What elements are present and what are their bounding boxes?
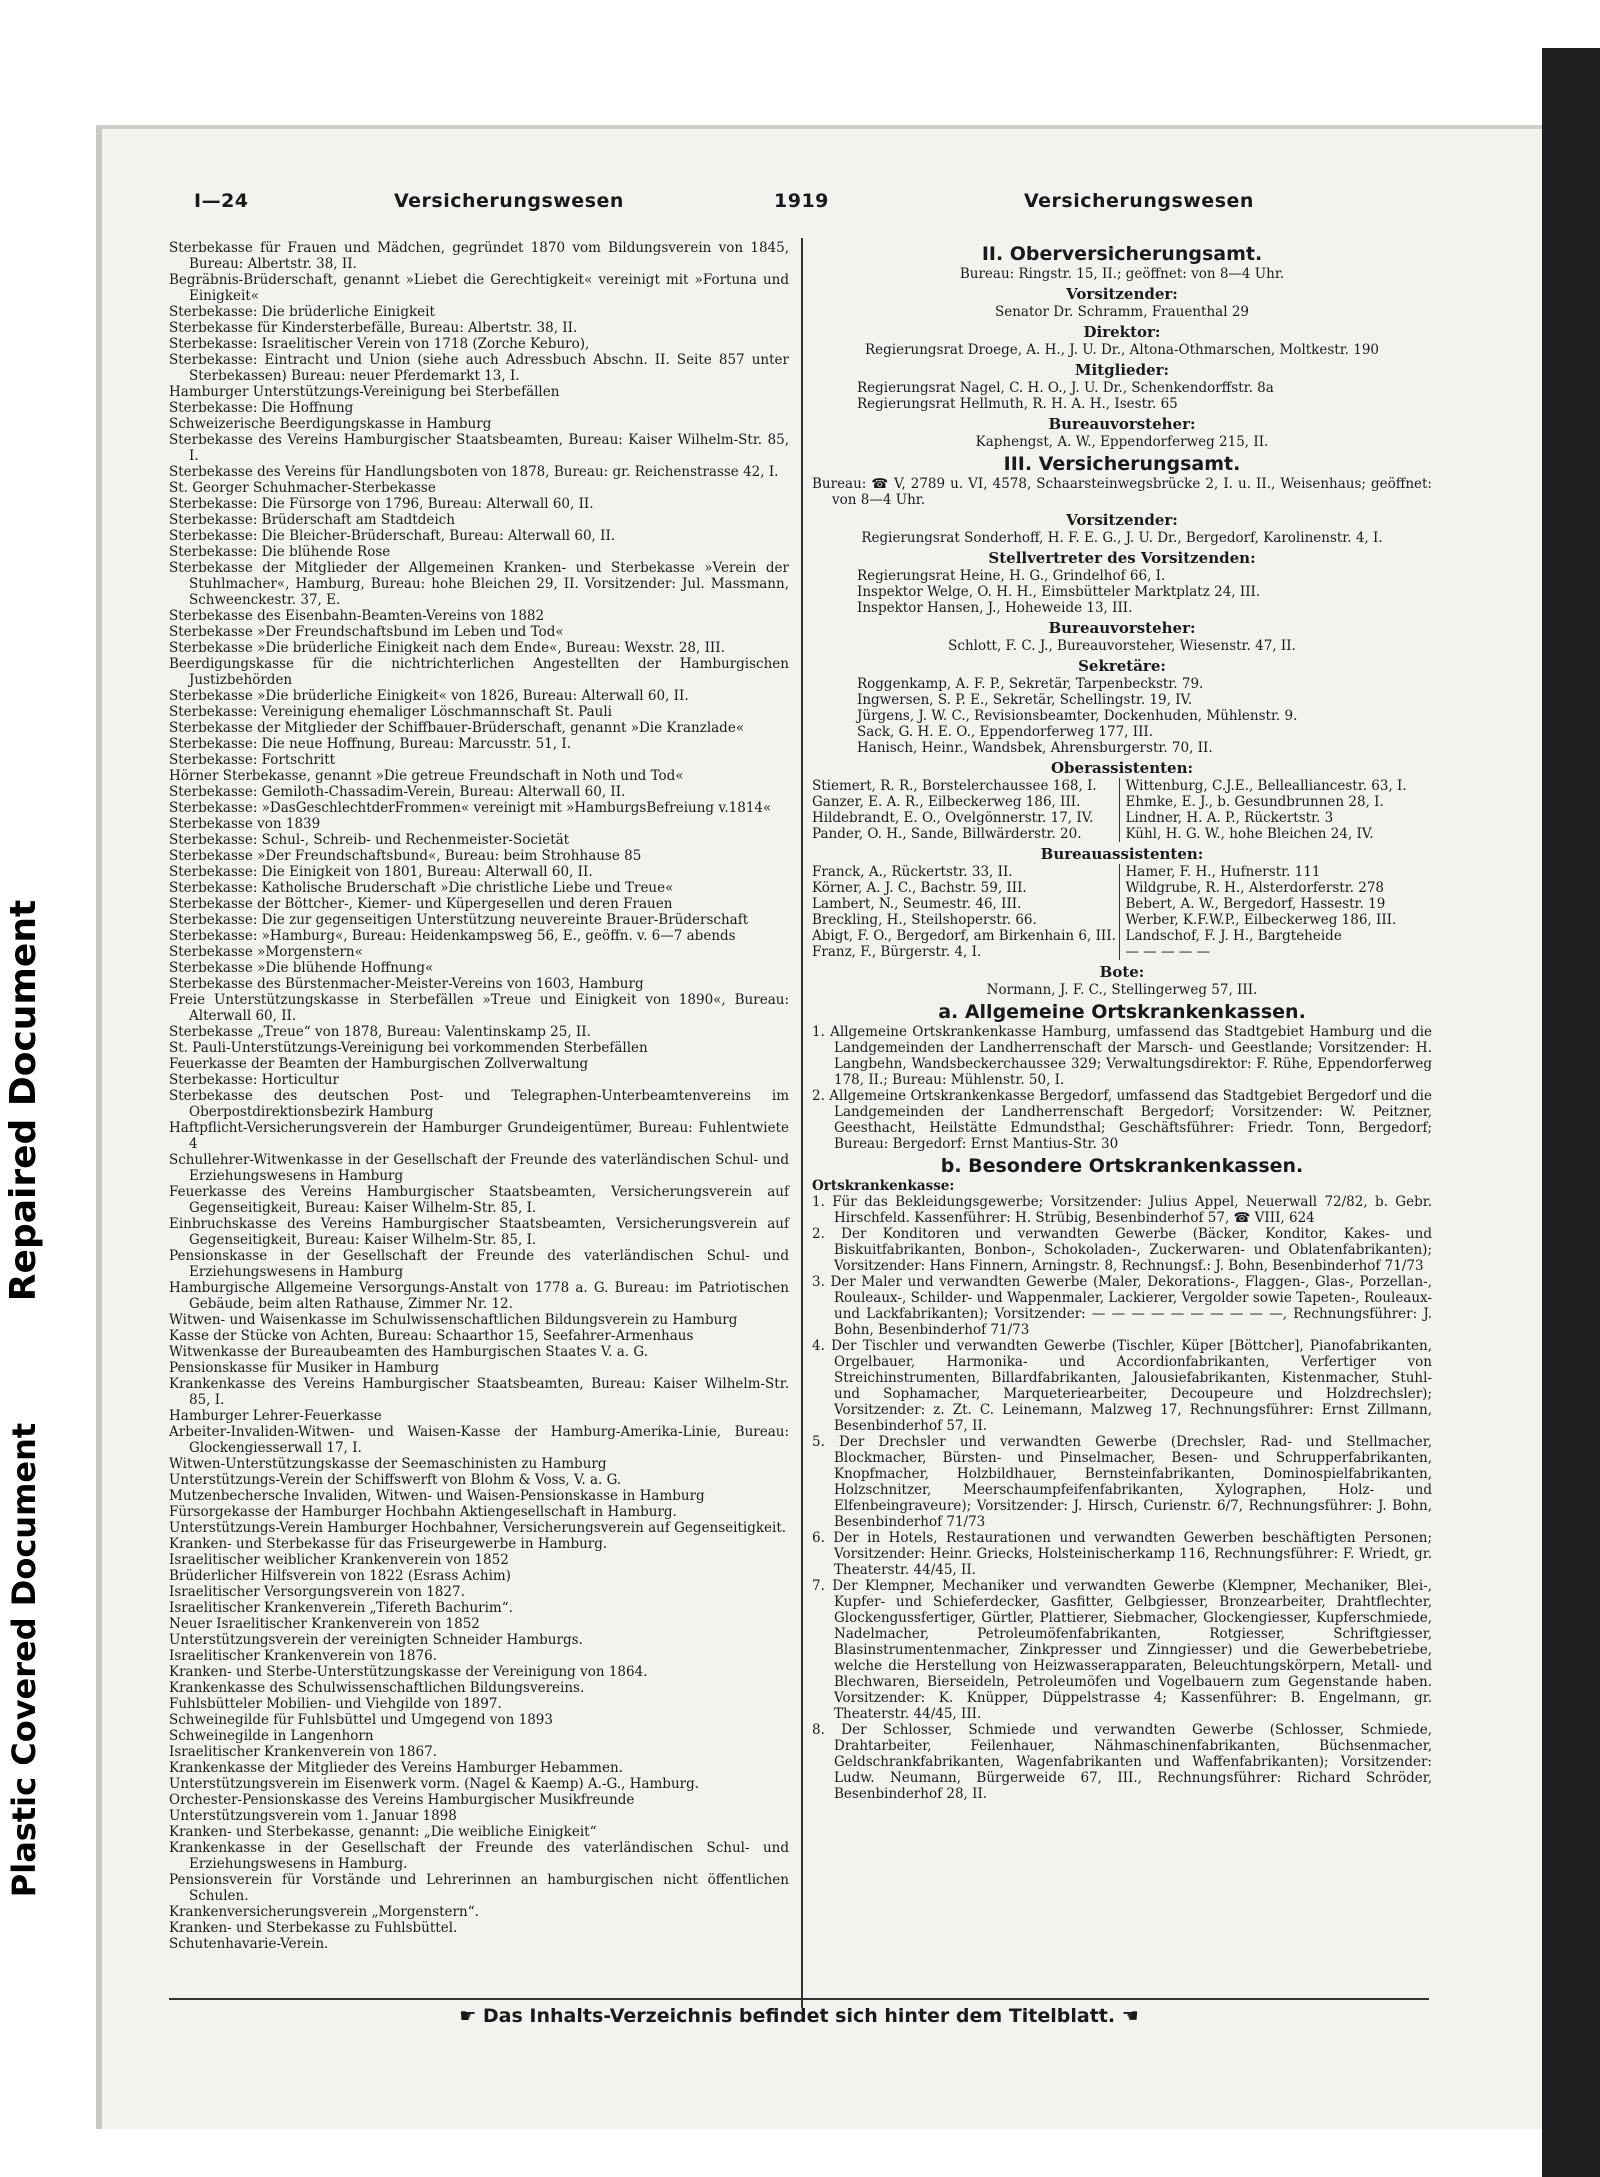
left-entry: Kasse der Stücke von Achten, Bureau: Schaarthor 15, Seefahrer-Armenhaus bbox=[169, 1328, 694, 1344]
va-vorsitzender-heading: Vorsitzender: bbox=[1066, 511, 1178, 529]
besondere-item: 3. Der Maler und verwandten Gewerbe (Maler, Dekorations-, Flaggen-, Glas-, Porzellan-, Rouleaux-, Schilder- und Wappenmaler, Lackierer, Vergolder sowie Tapeten-, Rouleaux- und Lackfabrikanten); Vorsitzender: — — — — — — — — — —, Rechnungsführer: J. Bohn, Besenbinderhof 71/73 bbox=[812, 1274, 1432, 1338]
left-entry: Sterbekasse des Vereins Hamburgischer Staatsbeamten, Bureau: Kaiser Wilhelm-Str. 85, I. bbox=[169, 432, 789, 464]
va-bureauassistent: Hamer, F. H., Hufnerstr. 111 bbox=[1125, 864, 1321, 880]
footer-text: Das Inhalts-Verzeichnis befindet sich hinter dem Titelblatt. bbox=[482, 2005, 1116, 2027]
va-stellvertreter: Inspektor Welge, O. H. H., Eimsbütteler Marktplatz 24, III. bbox=[857, 584, 1261, 600]
left-entry: Pensionskasse in der Gesellschaft der Freunde des vaterländischen Schul- und Erziehungswesens in Hamburg bbox=[169, 1248, 789, 1280]
left-entry: Sterbekasse: Eintracht und Union (siehe auch Adressbuch Abschn. II. Seite 857 unter Sterbekassen) Bureau: neuer Pferdemarkt 13, I. bbox=[169, 352, 789, 384]
left-entry: Unterstützungsverein der vereinigten Schneider Hamburgs. bbox=[169, 1632, 583, 1648]
ova-vorsitzender: Senator Dr. Schramm, Frauenthal 29 bbox=[994, 304, 1250, 320]
va-sekretaer: Jürgens, J. W. C., Revisionsbeamter, Dockenhuden, Mühlenstr. 9. bbox=[857, 708, 1298, 724]
left-entry: Schweinegilde für Fuhlsbüttel und Umgegend von 1893 bbox=[169, 1712, 553, 1728]
va-bureauassistent: Bebert, A. W., Bergedorf, Hassestr. 19 bbox=[1125, 896, 1386, 912]
scan-edge-strip bbox=[1542, 48, 1600, 2177]
pointing-hand-left-icon: ☛ bbox=[459, 2005, 483, 2027]
left-entry: Sterbekasse: Die Fürsorge von 1796, Bureau: Alterwall 60, II. bbox=[169, 496, 594, 512]
right-column bbox=[812, 240, 1432, 1802]
va-oberassistent: Hildebrandt, E. O., Ovelgönnerstr. 17, IV. bbox=[812, 810, 1094, 826]
left-entry: Israelitischer Krankenverein von 1867. bbox=[169, 1744, 437, 1760]
left-entry: Pensionsverein für Vorstände und Lehrerinnen an hamburgischen nicht öffentlichen Schulen. bbox=[169, 1872, 789, 1904]
left-entry: Unterstützungs-Verein der Schiffswerft von Blohm & Voss, V. a. G. bbox=[169, 1472, 622, 1488]
left-entry: Sterbekasse: »Hamburg«, Bureau: Heidenkampsweg 56, E., geöffn. v. 6—7 abends bbox=[169, 928, 736, 944]
left-entry: St. Georger Schuhmacher-Sterbekasse bbox=[169, 480, 436, 496]
left-entry: Sterbekasse: Schul-, Schreib- und Rechenmeister-Societät bbox=[169, 832, 570, 848]
left-entry: Hörner Sterbekasse, genannt »Die getreue Freundschaft in Noth und Tod« bbox=[169, 768, 684, 784]
va-bureauassistenten-right bbox=[1119, 864, 1433, 960]
side-labels bbox=[0, 840, 48, 1940]
left-entry: Sterbekasse: Die zur gegenseitigen Unterstützung neuvereinte Brauer-Brüderschaft bbox=[169, 912, 749, 928]
left-entry: Unterstützungs-Verein Hamburger Hochbahner, Versicherungsverein auf Gegenseitigkeit. bbox=[169, 1520, 787, 1536]
left-entry: Israelitischer Krankenverein von 1876. bbox=[169, 1648, 437, 1664]
left-entry: Schutenhavarie-Verein. bbox=[169, 1936, 329, 1952]
va-bureauvorsteher-heading: Bureauvorsteher: bbox=[1048, 619, 1196, 637]
left-entry: Sterbekasse der Mitglieder der Schiffbauer-Brüderschaft, genannt »Die Kranzlade« bbox=[169, 720, 745, 736]
left-entry: Schweizerische Beerdigungskasse in Hamburg bbox=[169, 416, 492, 432]
left-entry: Sterbekasse »Die blühende Hoffnung« bbox=[169, 960, 434, 976]
va-oberassistenten-table bbox=[812, 778, 1432, 842]
right-running-title: Versicherungswesen bbox=[1024, 190, 1254, 212]
va-oberassistent: Wittenburg, C.J.E., Bellealliancestr. 63, I. bbox=[1125, 778, 1407, 794]
ova-bureauvorsteher-heading: Bureauvorsteher: bbox=[1048, 415, 1196, 433]
ova-vorsitzender-heading: Vorsitzender: bbox=[1066, 285, 1178, 303]
left-entry: Kranken- und Sterbekasse zu Fuhlsbüttel. bbox=[169, 1920, 458, 1936]
va-sekretaer: Sack, G. H. E. O., Eppendorferweg 177, III. bbox=[857, 724, 1154, 740]
va-bureauassistent: Werber, K.F.W.P., Eilbeckerweg 186, III. bbox=[1125, 912, 1397, 928]
left-entry: Kranken- und Sterbe-Unterstützungskasse der Vereinigung von 1864. bbox=[169, 1664, 648, 1680]
va-bureauassistenten-left bbox=[812, 864, 1119, 960]
running-head bbox=[194, 190, 1424, 220]
va-bureauvorsteher: Schlott, F. C. J., Bureauvorsteher, Wiesenstr. 47, II. bbox=[948, 638, 1296, 654]
left-entry: Sterbekasse: Israelitischer Verein von 1718 (Zorche Keburo), bbox=[169, 336, 590, 352]
left-entry: Feuerkasse des Vereins Hamburgischer Staatsbeamten, Versicherungsverein auf Gegenseitigkeit, Bureau: Kaiser Wilhelm-Str. 85, I. bbox=[169, 1184, 789, 1216]
left-entry: Sterbekasse: Katholische Bruderschaft »Die christliche Liebe und Treue« bbox=[169, 880, 674, 896]
left-entry: Sterbekasse der Böttcher-, Kiemer- und Küpergesellen und deren Frauen bbox=[169, 896, 673, 912]
left-entry: Sterbekasse von 1839 bbox=[169, 816, 321, 832]
va-bureauassistent: Lambert, N., Seumestr. 46, III. bbox=[812, 896, 1022, 912]
ova-direktor-heading: Direktor: bbox=[1083, 323, 1161, 341]
left-entry: Krankenkasse des Schulwissenschaftlichen Bildungsvereins. bbox=[169, 1680, 585, 1696]
besondere-item: 7. Der Klempner, Mechaniker und verwandten Gewerbe (Klempner, Mechaniker, Blei-, Kupfer- und Schieferdecker, Gasfitter, Gelbgiesser, Bronzearbeiter, Drahtflechter, Glockengussfertiger, Gürtler, Plattierer, Siebmacher, Glockengiesser, Kupferschmiede, Nadelmacher, Petroleumöfenfabrikanten, Rotgiesser, Schriftgiesser, Blasinstrumentenmacher, Zinkpresser und Zinngiesser) und die Gewerbebetriebe, welche die Herstellung von Heizwasserapparaten, Beleuchtungskörpern, Metall- und Blechwaren, Bierseideln, Petroleumöfen und Vogelbauern zum Gegenstande haben. Vorsitzender: K. Knüpper, Düppelstrasse 4; Kassenführer: B. Engelmann, gr. Theaterstr. 44/45, III. bbox=[812, 1578, 1432, 1722]
va-bureauassistenten-table bbox=[812, 864, 1432, 960]
left-entry: Einbruchskasse des Vereins Hamburgischer Staatsbeamten, Versicherungsverein auf Gegenseitigkeit, Bureau: Kaiser Wilhelm-Str. 85, I. bbox=[169, 1216, 789, 1248]
left-entry: Sterbekasse: Brüderschaft am Stadtdeich bbox=[169, 512, 455, 528]
page-number: I—24 bbox=[194, 190, 249, 212]
ova-mitglieder-heading: Mitglieder: bbox=[1074, 361, 1170, 379]
va-stellvertreter: Regierungsrat Heine, H. G., Grindelhof 66, I. bbox=[857, 568, 1166, 584]
allgemeine-ortskrankenkassen-title: a. Allgemeine Ortskrankenkassen. bbox=[938, 1001, 1306, 1023]
left-entry: Brüderlicher Hilfsverein von 1822 (Esrass Achim) bbox=[169, 1568, 511, 1584]
left-column bbox=[169, 240, 789, 1952]
left-entry: Beerdigungskasse für die nichtrichterlichen Angestellten der Hamburgischen Justizbehörden bbox=[169, 656, 789, 688]
left-entry: Sterbekasse »Der Freundschaftsbund«, Bureau: beim Strohhause 85 bbox=[169, 848, 642, 864]
left-entry: Arbeiter-Invaliden-Witwen- und Waisen-Kasse der Hamburg-Amerika-Linie, Bureau: Glockengiesserwall 17, I. bbox=[169, 1424, 789, 1456]
left-entry: Sterbekasse: Vereinigung ehemaliger Löschmannschaft St. Pauli bbox=[169, 704, 613, 720]
left-entry: Hamburgische Allgemeine Versorgungs-Anstalt von 1778 a. G. Bureau: im Patriotischen Gebäude, beim alten Rathause, Zimmer Nr. 12. bbox=[169, 1280, 789, 1312]
va-bureauassistent: — — — — — bbox=[1125, 944, 1211, 960]
besondere-item: 6. Der in Hotels, Restaurationen und verwandten Gewerben beschäftigten Personen; Vorsitzender: Heinr. Griecks, Holsteinischerkamp 116, Rechnungsführer: F. Wriedt, gr. Theaterstr. 44/45, II. bbox=[812, 1530, 1432, 1578]
left-entry: Witwen-Unterstützungskasse der Seemaschinisten zu Hamburg bbox=[169, 1456, 607, 1472]
va-sekretaer: Ingwersen, S. P. E., Sekretär, Schellingstr. 19, IV. bbox=[857, 692, 1193, 708]
left-entry: Sterbekasse des Vereins für Handlungsboten von 1878, Bureau: gr. Reichenstrasse 42, I. bbox=[169, 464, 779, 480]
va-bureauassistent: Wildgrube, R. H., Alsterdorferstr. 278 bbox=[1125, 880, 1385, 896]
va-stellvertreter: Inspektor Hansen, J., Hoheweide 13, III. bbox=[857, 600, 1133, 616]
left-entry: Pensionskasse für Musiker in Hamburg bbox=[169, 1360, 439, 1376]
left-entry: Sterbekasse: Fortschritt bbox=[169, 752, 336, 768]
ova-bureauvorsteher: Kaphengst, A. W., Eppendorferweg 215, II. bbox=[975, 434, 1269, 450]
left-entry: Sterbekasse der Mitglieder der Allgemeinen Kranken- und Sterbekasse »Verein der Stuhlmacher«, Hamburg, Bureau: hohe Bleichen 29, II. Vorsitzender: Jul. Massmann, Schweenckestr. 37, E. bbox=[169, 560, 789, 608]
left-entry: Israelitischer weiblicher Krankenverein von 1852 bbox=[169, 1552, 509, 1568]
left-entry: Sterbekasse: »DasGeschlechtderFrommen« vereinigt mit »HamburgsBefreiung v.1814« bbox=[169, 800, 772, 816]
va-stellvertreter-heading: Stellvertreter des Vorsitzenden: bbox=[988, 549, 1256, 567]
oberversicherungsamt-title: II. Oberversicherungsamt. bbox=[981, 243, 1263, 265]
left-entry: Krankenkasse der Mitglieder des Vereins Hamburger Hebammen. bbox=[169, 1760, 623, 1776]
left-entry: Hamburger Unterstützungs-Vereinigung bei Sterbefällen bbox=[169, 384, 560, 400]
besondere-item: 2. Der Konditoren und verwandten Gewerbe (Bäcker, Konditor, Kakes- und Biskuitfabrikanten, Bonbon-, Schokoladen-, Zuckerwaren- und Oblatenfabrikanten); Vorsitzender: Hans Finnern, Arningstr. 8, Rechnungsf.: J. Bohn, Besenbinderhof 71/73 bbox=[812, 1226, 1432, 1274]
left-entry: Sterbekasse des Bürstenmacher-Meister-Vereins von 1603, Hamburg bbox=[169, 976, 644, 992]
left-entry: Witwenkasse der Bureaubeamten des Hamburgischen Staates V. a. G. bbox=[169, 1344, 649, 1360]
va-bureauassistenten-heading: Bureauassistenten: bbox=[1040, 845, 1204, 863]
oberversicherungsamt-bureau: Bureau: Ringstr. 15, II.; geöffnet: von 8—4 Uhr. bbox=[959, 266, 1285, 282]
left-entry: Orchester-Pensionskasse des Vereins Hamburgischer Musikfreunde bbox=[169, 1792, 635, 1808]
allgemeine-item: 1. Allgemeine Ortskrankenkasse Hamburg, umfassend das Stadtgebiet Hamburg und die Landgemeinden der Landherrenschaft der Marsch- und Geestlande; Vorsitzender: H. Langbehn, Wandsbeckerchaussee 329; Verwaltungsdirektor: F. Rühe, Eppendorferweg 178, II.; Bureau: Mühlenstr. 50, I. bbox=[812, 1024, 1432, 1088]
left-entry: Fürsorgekasse der Hamburger Hochbahn Aktiengesellschaft in Hamburg. bbox=[169, 1504, 677, 1520]
va-oberassistenten-heading: Oberassistenten: bbox=[1050, 759, 1194, 777]
column-divider bbox=[801, 238, 803, 2008]
besondere-ortskrankenkassen-title: b. Besondere Ortskrankenkassen. bbox=[940, 1155, 1304, 1177]
left-entry: Witwen- und Waisenkasse im Schulwissenschaftlichen Bildungsverein zu Hamburg bbox=[169, 1312, 738, 1328]
left-entry: Unterstützungsverein im Eisenwerk vorm. (Nagel & Kaemp) A.-G., Hamburg. bbox=[169, 1776, 700, 1792]
footer-rule bbox=[169, 1998, 1429, 2000]
left-entry: Sterbekasse: Die Bleicher-Brüderschaft, Bureau: Alterwall 60, II. bbox=[169, 528, 616, 544]
left-entry: Sterbekasse für Frauen und Mädchen, gegründet 1870 vom Bildungsverein von 1845, Bureau: Albertstr. 38, II. bbox=[169, 240, 789, 272]
left-entry: Sterbekasse »Die brüderliche Einigkeit nach dem Ende«, Bureau: Wexstr. 28, III. bbox=[169, 640, 725, 656]
ova-mitglied: Regierungsrat Hellmuth, R. H. A. H., Isestr. 65 bbox=[857, 396, 1178, 412]
left-entry: Israelitischer Krankenverein „Tifereth Bachurim“. bbox=[169, 1600, 513, 1616]
va-bureauassistent: Franz, F., Bürgerstr. 4, I. bbox=[812, 944, 982, 960]
allgemeine-list bbox=[812, 1024, 1432, 1152]
left-entry: Sterbekasse: Die Hoffnung bbox=[169, 400, 354, 416]
left-entry: Begräbnis-Brüderschaft, genannt »Liebet die Gerechtigkeit« vereinigt mit »Fortuna und Einigkeit« bbox=[169, 272, 789, 304]
va-bureauassistent: Abigt, F. O., Bergedorf, am Birkenhain 6, III. bbox=[812, 928, 1116, 944]
left-entry: Hamburger Lehrer-Feuerkasse bbox=[169, 1408, 382, 1424]
va-bureauassistent: Landschof, F. J. H., Bargteheide bbox=[1125, 928, 1342, 944]
left-entry: St. Pauli-Unterstützungs-Vereinigung bei vorkommenden Sterbefällen bbox=[169, 1040, 648, 1056]
left-entry: Sterbekasse: Gemiloth-Chassadim-Verein, Bureau: Alterwall 60, II. bbox=[169, 784, 626, 800]
left-entry: Krankenkasse des Vereins Hamburgischer Staatsbeamten, Bureau: Kaiser Wilhelm-Str. 85, I. bbox=[169, 1376, 789, 1408]
va-oberassistent: Kühl, H. G. W., hohe Bleichen 24, IV. bbox=[1125, 826, 1374, 842]
pointing-hand-right-icon: ☚ bbox=[1121, 2005, 1139, 2027]
va-sekretaer: Roggenkamp, A. F. P., Sekretär, Tarpenbeckstr. 79. bbox=[857, 676, 1204, 692]
document-page bbox=[64, 0, 1514, 2177]
allgemeine-item: 2. Allgemeine Ortskrankenkasse Bergedorf, umfassend das Stadtgebiet Bergedorf und die Landgemeinden der Landherrenschaft Bergedorf; Vorsitzender: W. Peitzner, Geesthacht, Heilstätte Edmundsthal; Geschäftsführer: Friedr. Tonn, Bergedorf; Bureau: Bergedorf: Ernst Mantius-Str. 30 bbox=[812, 1088, 1432, 1152]
va-oberassistenten-right bbox=[1119, 778, 1433, 842]
left-entry: Freie Unterstützungskasse in Sterbefällen »Treue und Einigkeit von 1890«, Bureau: Alterwall 60, II. bbox=[169, 992, 789, 1024]
va-bote: Normann, J. F. C., Stellingerweg 57, III. bbox=[986, 982, 1258, 998]
left-entry: Sterbekasse: Die neue Hoffnung, Bureau: Marcusstr. 51, I. bbox=[169, 736, 571, 752]
va-bote-heading: Bote: bbox=[1099, 963, 1145, 981]
plastic-covered-label bbox=[0, 1380, 48, 1940]
left-entry: Sterbekasse: Die brüderliche Einigkeit bbox=[169, 304, 435, 320]
va-vorsitzender: Regierungsrat Sonderhoff, H. F. E. G., J. U. Dr., Bergedorf, Karolinenstr. 4, I. bbox=[861, 530, 1383, 546]
left-entry: Sterbekasse »Morgenstern« bbox=[169, 944, 363, 960]
va-bureauassistent: Franck, A., Rückertstr. 33, II. bbox=[812, 864, 1013, 880]
ova-direktor: Regierungsrat Droege, A. H., J. U. Dr., Altona-Othmarschen, Moltkestr. 190 bbox=[864, 342, 1380, 358]
left-running-title: Versicherungswesen bbox=[394, 190, 624, 212]
va-sekretaere-heading: Sekretäre: bbox=[1078, 657, 1166, 675]
besondere-label: Ortskrankenkasse: bbox=[812, 1178, 955, 1194]
va-oberassistenten-left bbox=[812, 778, 1119, 842]
va-oberassistent: Pander, O. H., Sande, Billwärderstr. 20. bbox=[812, 826, 1082, 842]
ova-mitglieder-list bbox=[812, 380, 1432, 412]
plastic-covered-text: Plastic Covered Document bbox=[5, 1422, 44, 1898]
va-sekretaer: Hanisch, Heinr., Wandsbek, Ahrensburgerstr. 70, II. bbox=[857, 740, 1213, 756]
va-bureauassistent: Breckling, H., Steilshoperstr. 66. bbox=[812, 912, 1037, 928]
va-oberassistent: Lindner, H. A. P., Rückertstr. 3 bbox=[1125, 810, 1334, 826]
left-entry: Sterbekasse des Eisenbahn-Beamten-Vereins von 1882 bbox=[169, 608, 545, 624]
left-entry: Neuer Israelitischer Krankenverein von 1852 bbox=[169, 1616, 480, 1632]
repaired-document-text: Repaired Document bbox=[3, 899, 45, 1301]
footer-note bbox=[169, 2005, 1429, 2027]
left-entry: Sterbekasse: Horticultur bbox=[169, 1072, 339, 1088]
left-entry: Haftpflicht-Versicherungsverein der Hamburger Grundeigentümer, Bureau: Fuhlentwiete 4 bbox=[169, 1120, 789, 1152]
left-entry: Kranken- und Sterbekasse für das Friseurgewerbe in Hamburg. bbox=[169, 1536, 608, 1552]
va-oberassistent: Stiemert, R. R., Borstelerchaussee 168, I. bbox=[812, 778, 1097, 794]
left-entry: Schullehrer-Witwenkasse in der Gesellschaft der Freunde des vaterländischen Schul- und Erziehungswesens in Hamburg bbox=[169, 1152, 789, 1184]
left-entry: Mutzenbechersche Invaliden, Witwen- und Waisen-Pensionskasse in Hamburg bbox=[169, 1488, 705, 1504]
versicherungsamt-title: III. Versicherungsamt. bbox=[1003, 453, 1241, 475]
besondere-item: 5. Der Drechsler und verwandten Gewerbe (Drechsler, Rad- und Stellmacher, Blockmacher, Bürsten- und Pinselmacher, Besen- und Schrupperfabrikanten, Knopfmacher, Holzbildhauer, Bernsteinfabrikanten, Dominospielfabrikanten, Holzschnitzer, Meerschaumpfeifenfabrikanten, Xylographen, Holz- und Elfenbeingraveure); Vorsitzender: J. Hirsch, Curienstr. 6/7, Rechnungsführer: J. Bohn, Besenbinderhof 71/73 bbox=[812, 1434, 1432, 1530]
left-entry: Schweinegilde in Langenhorn bbox=[169, 1728, 374, 1744]
va-oberassistent: Ganzer, E. A. R., Eilbeckerweg 186, III. bbox=[812, 794, 1081, 810]
left-entry: Sterbekasse des deutschen Post- und Telegraphen-Unterbeamtenvereins im Oberpostdirektionsbezirk Hamburg bbox=[169, 1088, 789, 1120]
versicherungsamt-bureau: Bureau: ☎ V, 2789 u. VI, 4578, Schaarsteinwegsbrücke 2, I. u. II., Weisenhaus; geöffnet: von 8—4 Uhr. bbox=[812, 476, 1432, 508]
va-oberassistent: Ehmke, E. J., b. Gesundbrunnen 28, I. bbox=[1125, 794, 1384, 810]
va-stellvertreter-list bbox=[812, 568, 1432, 616]
besondere-item: 8. Der Schlosser, Schmiede und verwandten Gewerbe (Schlosser, Schmiede, Drahtarbeiter, Feilenhauer, Nähmaschinenfabrikanten, Büchsenmacher, Geldschrankfabrikanten, Wagenfabrikanten und Waffenfabrikanten); Vorsitzender: Ludw. Neumann, Bürgerweide 67, III., Rechnungsführer: Richard Schröder, Besenbinderhof 28, II. bbox=[812, 1722, 1432, 1802]
left-entry: Sterbekasse »Die brüderliche Einigkeit« von 1826, Bureau: Alterwall 60, II. bbox=[169, 688, 689, 704]
va-bureauassistent: Körner, A. J. C., Bachstr. 59, III. bbox=[812, 880, 1027, 896]
repaired-document-label bbox=[0, 840, 48, 1360]
left-entry: Krankenversicherungsverein „Morgenstern“. bbox=[169, 1904, 479, 1920]
left-entry: Sterbekasse »Der Freundschaftsbund im Leben und Tod« bbox=[169, 624, 564, 640]
left-entry: Fuhlsbütteler Mobilien- und Viehgilde von 1897. bbox=[169, 1696, 502, 1712]
year-heading: 1919 bbox=[774, 190, 829, 212]
left-entry: Israelitischer Versorgungsverein von 1827. bbox=[169, 1584, 465, 1600]
besondere-item: 1. Für das Bekleidungsgewerbe; Vorsitzender: Julius Appel, Neuerwall 72/82, b. Gebr. Hirschfeld. Kassenführer: H. Strübig, Besenbinderhof 57, ☎ VIII, 624 bbox=[812, 1194, 1432, 1226]
left-entry: Feuerkasse der Beamten der Hamburgischen Zollverwaltung bbox=[169, 1056, 589, 1072]
besondere-list bbox=[812, 1194, 1432, 1802]
va-sekretaere-list bbox=[812, 676, 1432, 756]
ova-mitglied: Regierungsrat Nagel, C. H. O., J. U. Dr., Schenkendorffstr. 8a bbox=[857, 380, 1274, 396]
left-entry: Sterbekasse „Treue“ von 1878, Bureau: Valentinskamp 25, II. bbox=[169, 1024, 591, 1040]
left-entry: Kranken- und Sterbekasse, genannt: „Die weibliche Einigkeit“ bbox=[169, 1824, 597, 1840]
left-entry: Krankenkasse in der Gesellschaft der Freunde des vaterländischen Schul- und Erziehungswesens in Hamburg. bbox=[169, 1840, 789, 1872]
besondere-item: 4. Der Tischler und verwandten Gewerbe (Tischler, Küper [Böttcher], Pianofabrikanten, Orgelbauer, Harmonika- und Accordionfabrikanten, Verfertiger von Streichinstrumenten, Billardfabrikanten, Jalousiefabrikanten, Kistenmacher, Stuhl- und Sophamacher, Marqueteriearbeiter, Decoupeure und Holzdrechsler); Vorsitzender: z. Zt. C. Leinemann, Malzweg 17, Rechnungsführer: Ernst Zillmann, Besenbinderhof 57, II. bbox=[812, 1338, 1432, 1434]
left-entry: Sterbekasse: Die blühende Rose bbox=[169, 544, 391, 560]
left-entry: Sterbekasse für Kindersterbefälle, Bureau: Albertstr. 38, II. bbox=[169, 320, 578, 336]
left-entry: Unterstützungsverein vom 1. Januar 1898 bbox=[169, 1808, 457, 1824]
left-entry: Sterbekasse: Die Einigkeit von 1801, Bureau: Alterwall 60, II. bbox=[169, 864, 593, 880]
